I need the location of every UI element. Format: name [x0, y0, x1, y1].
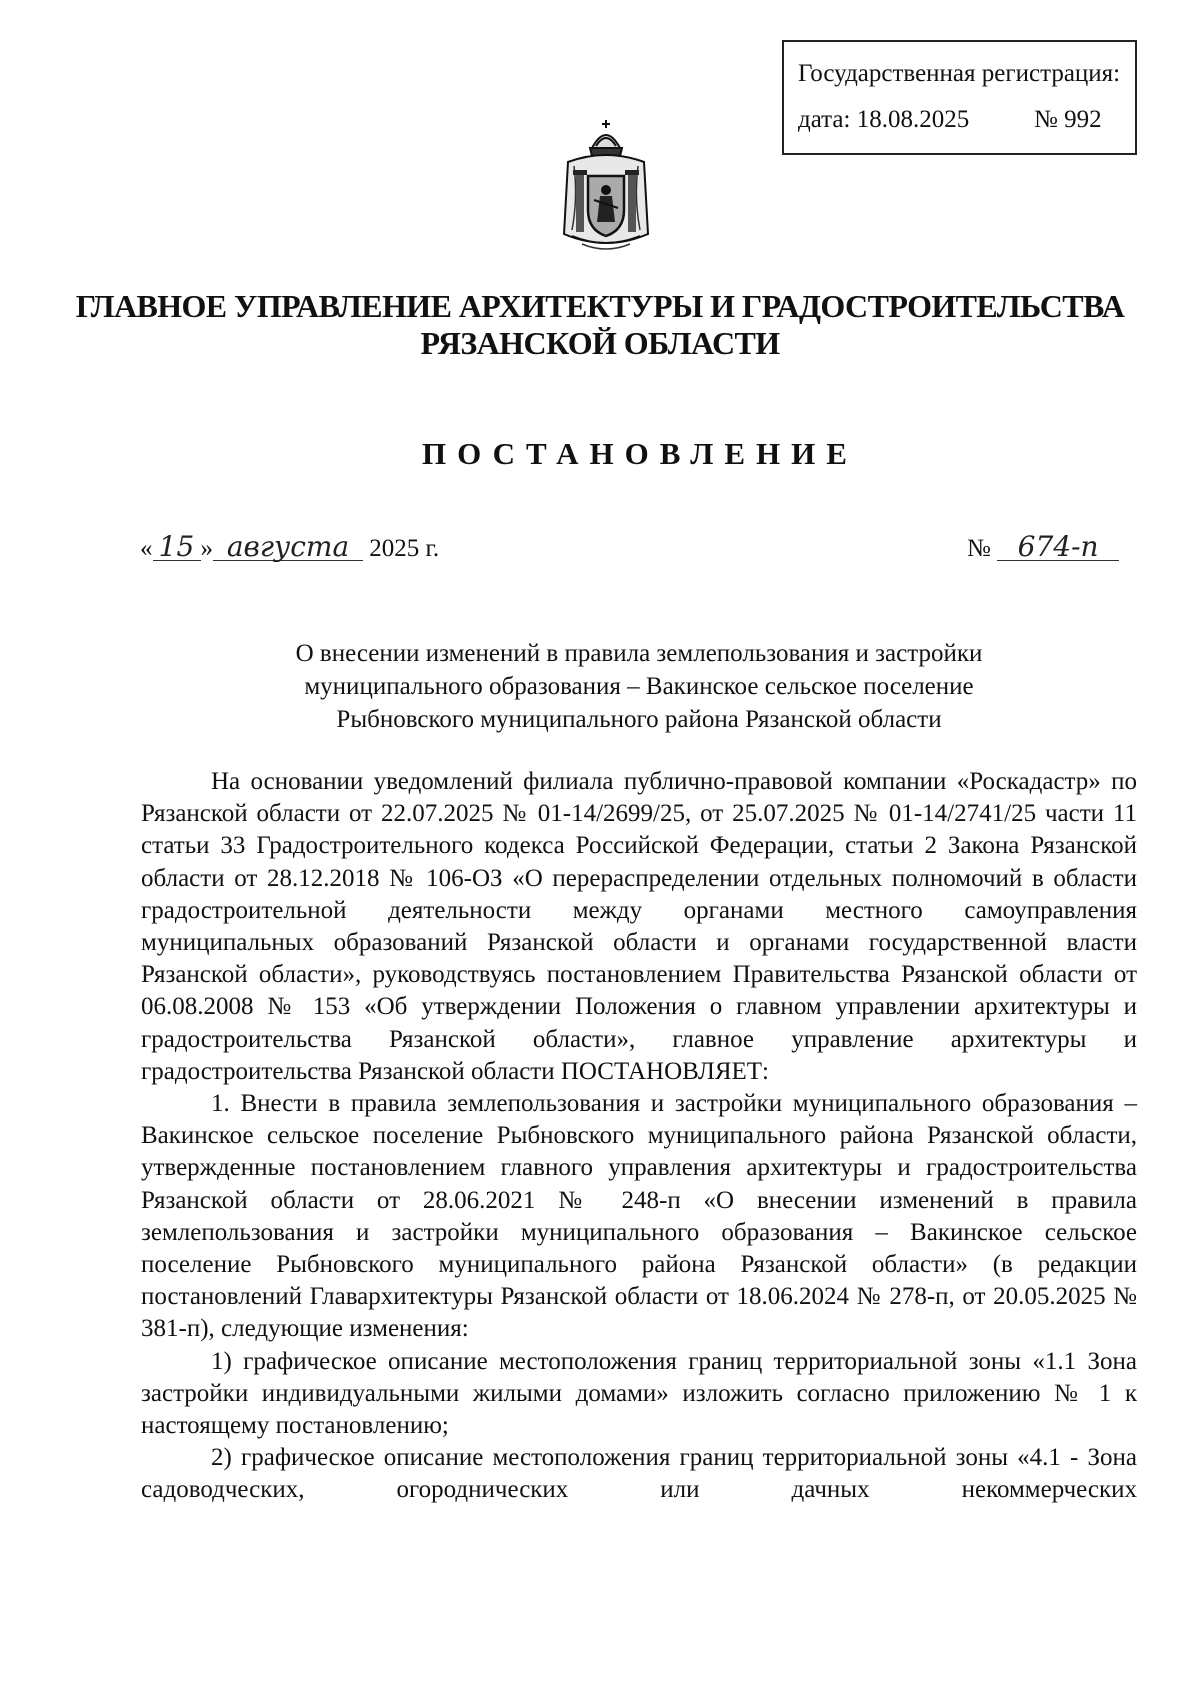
document-title [140, 637, 1138, 736]
title-line2: муниципального образования – Вакинское сельское поселение [304, 673, 974, 700]
paragraph-item-1: 1. Внести в правила землепользования и застройки муниципального образования – Вакинское сельское поселение Рыбновского муниципального района Рязанской области, утвержденные постановлением главного управления архитектуры и градостроительства Рязанской области от 28.06.2021 № 248-п «О внесении изменений в правила землепользования и застройки муниципального образования – Вакинское сельское поселение Рыбновского муниципального района Рязанской области» (в редакции постановлений Главархитектуры Рязанской области от 18.06.2024 № 278-п, от 20.05.2025 № 381-п), следующие изменения: [141, 1090, 1137, 1343]
number-value: 674-п [997, 534, 1119, 561]
paragraph-basis: На основании уведомлений филиала публично-правовой компании «Роскадастр» по Рязанской области от 22.07.2025 № 01-14/2699/25, от 25.07.2025 № 01-14/2741/25 части 11 статьи 33 Градостроительного кодекса Российской Федерации, статьи 2 Закона Рязанской области от 28.12.2018 № 106-ОЗ «О перераспределении отдельных полномочий в области градостроительной деятельности между органами местного самоуправления муниципальных образований Рязанской области и органами государственной власти Рязанской области», руководствуясь постановлением Правительства Рязанской области от 06.08.2008 № 153 «Об утверждении Положения о главном управлении архитектуры и градостроительства Рязанской области», главное управление архитектуры и градостроительства Рязанской области ПОСТАНОВЛЯЕТ: [141, 768, 1137, 1085]
registration-stamp [782, 40, 1137, 155]
registration-date: дата: 18.08.2025 [798, 106, 970, 133]
title-line1: О внесении изменений в правила землепользования и застройки [295, 640, 983, 667]
document-number [967, 530, 1119, 563]
number-prefix: № [967, 535, 991, 562]
date-close-quote: » [200, 535, 213, 562]
date-day: 15 [153, 534, 201, 561]
document-type: ПОСТАНОВЛЕНИЕ [422, 436, 858, 471]
title-line3: Рыбновского муниципального района Рязанской области [336, 706, 942, 733]
organization-name-line2: РЯЗАНСКОЙ ОБЛАСТИ [420, 325, 780, 361]
organization-name-line1: ГЛАВНОЕ УПРАВЛЕНИЕ АРХИТЕКТУРЫ И ГРАДОСТРОИТЕЛЬСТВА [75, 288, 1125, 324]
date-month: августа [213, 534, 363, 561]
coat-of-arms-icon [558, 118, 654, 256]
date-year: 2025 г. [369, 535, 440, 562]
document-date [140, 530, 440, 563]
registration-number: № 992 [1034, 106, 1102, 133]
document-body [141, 766, 1137, 1507]
registration-title: Государственная регистрация: [798, 60, 1121, 87]
paragraph-subitem-1: 1) графическое описание местоположения границ территориальной зоны «1.1 Зона застройки индивидуальными жилыми домами» изложить согласно приложению № 1 к настоящему постановлению; [141, 1347, 1137, 1440]
date-open-quote: « [140, 535, 153, 562]
paragraph-subitem-2: 2) графическое описание местоположения границ территориальной зоны «4.1 - Зона садоводческих, огороднических или дачных некоммерческих [141, 1444, 1137, 1504]
